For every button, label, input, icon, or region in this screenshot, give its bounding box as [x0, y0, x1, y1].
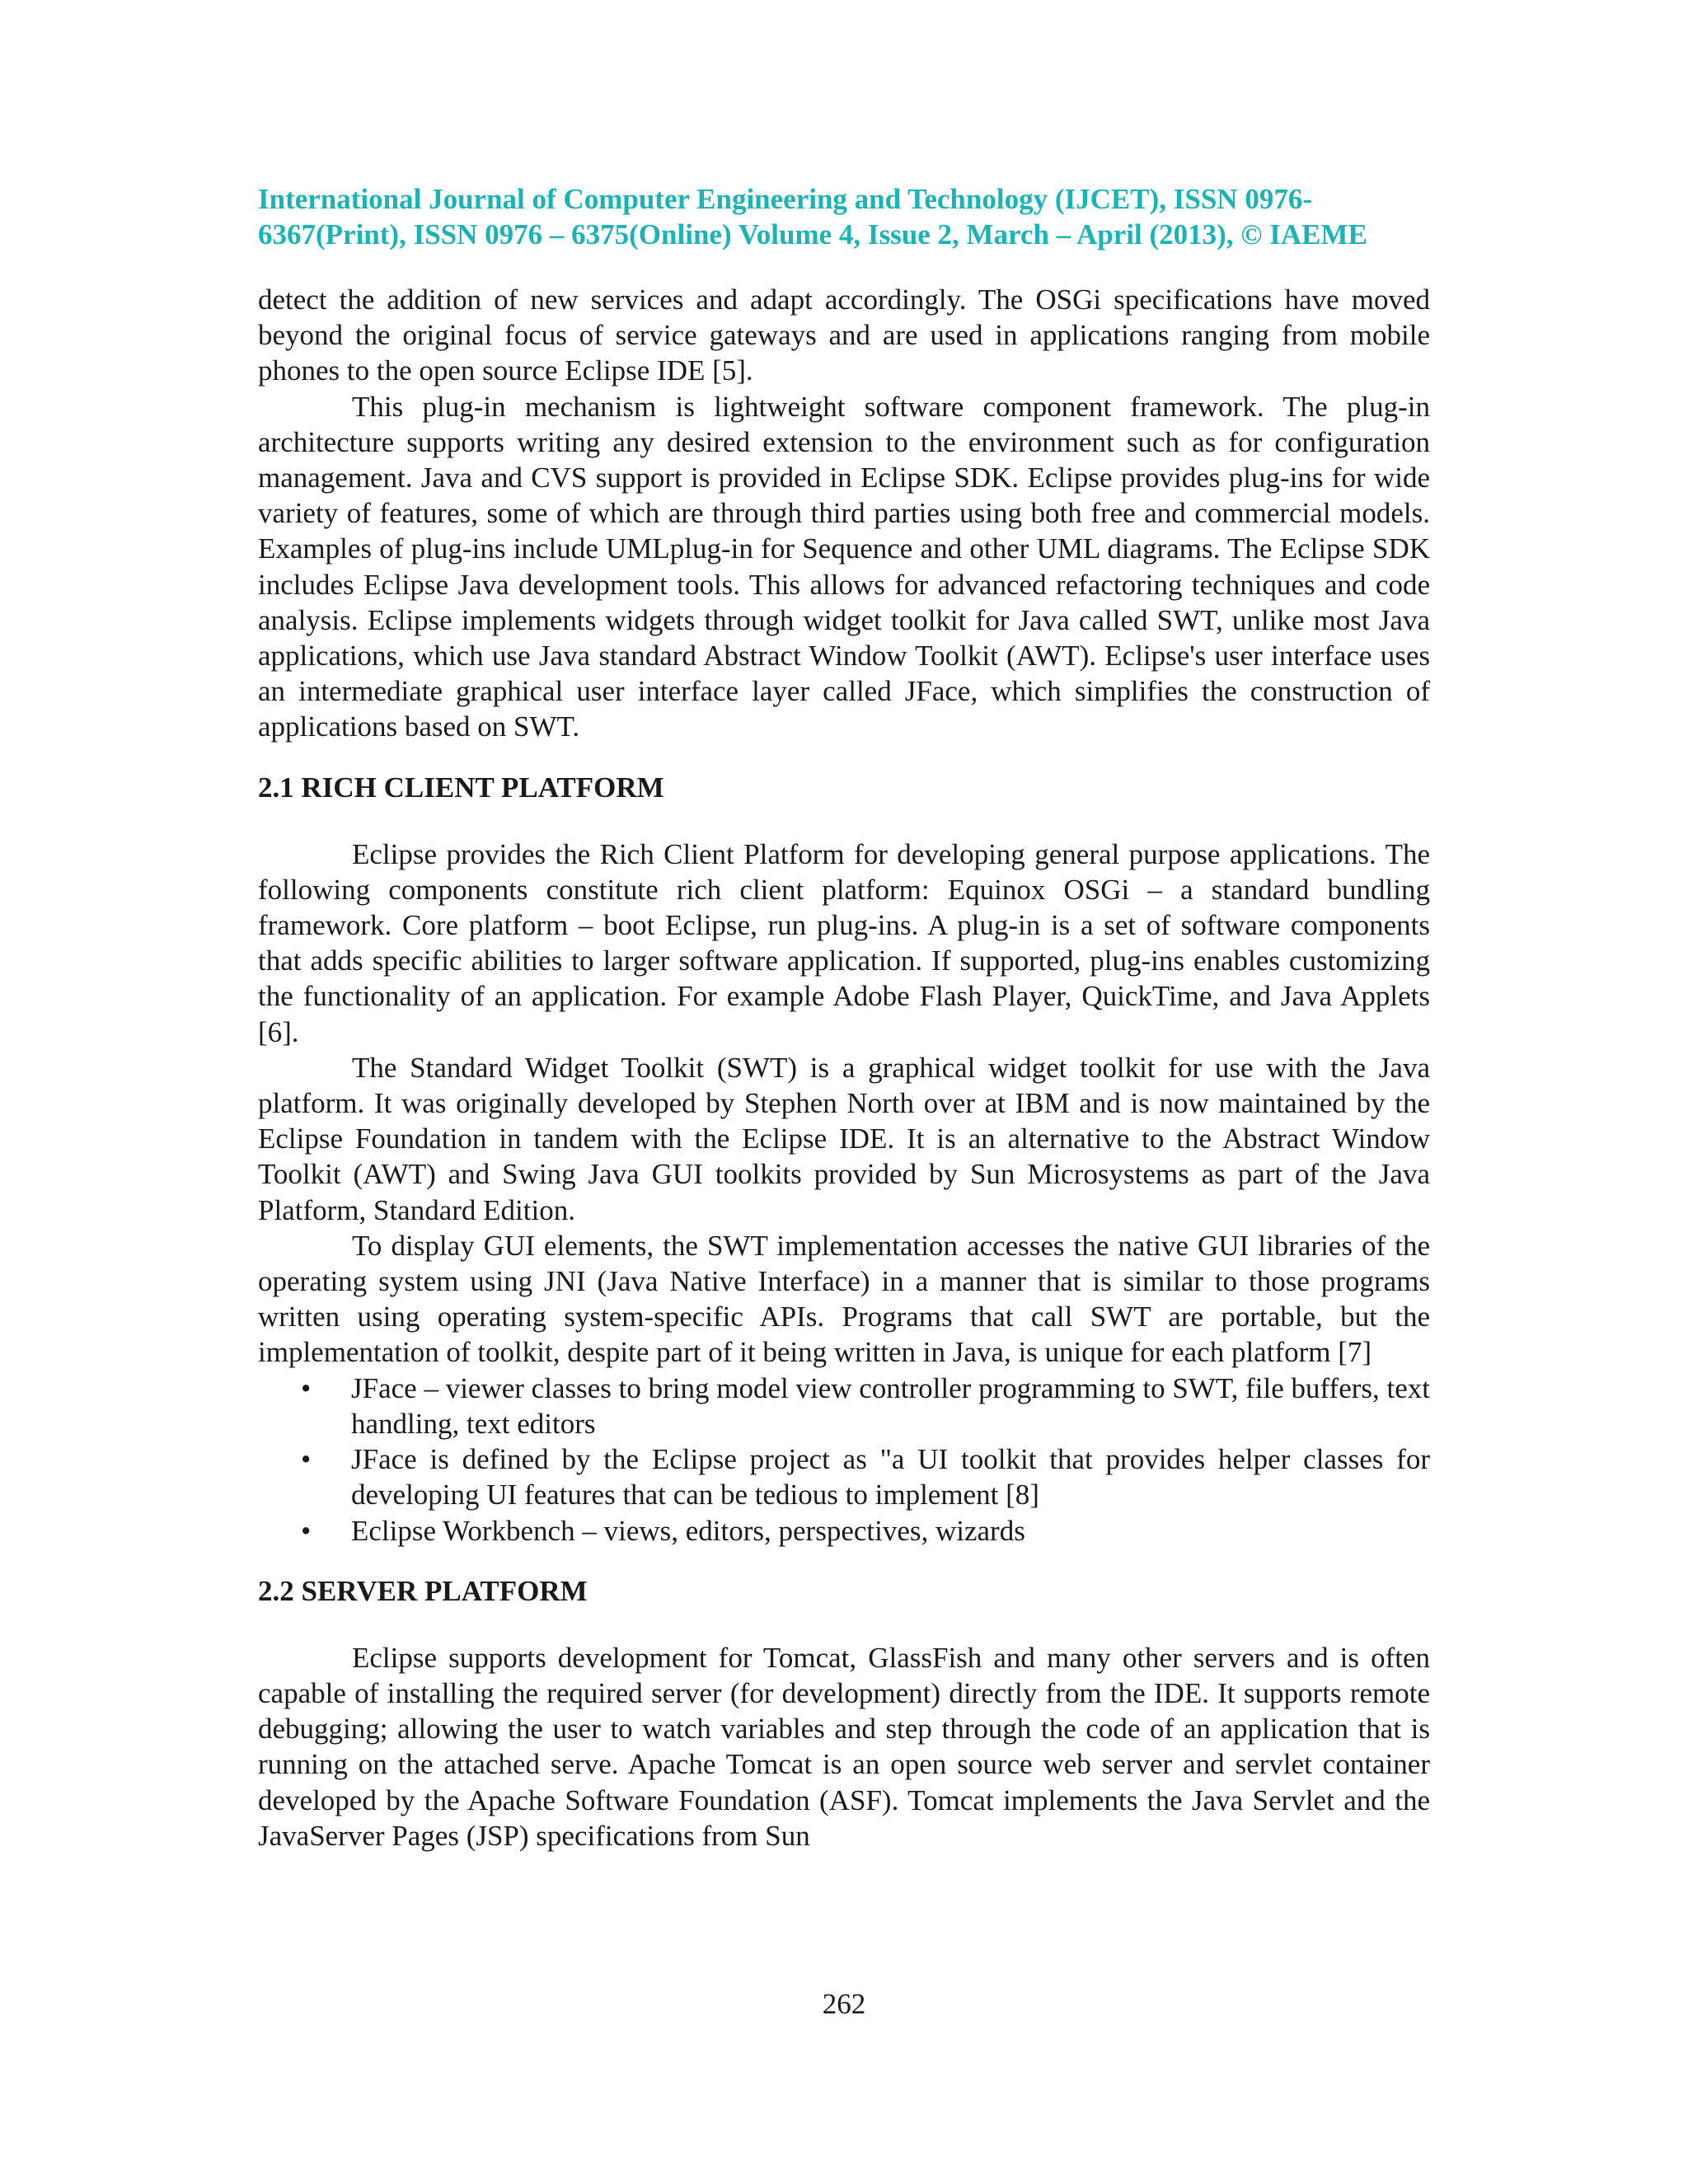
journal-header-line-1: International Journal of Computer Engineering and Technology (IJCET), ISSN 0976- — [258, 183, 1312, 215]
list-item-text: JFace – viewer classes to bring model view controller programming to SWT, file buffers, text handling, text editors — [351, 1371, 1430, 1440]
bullet-icon: • — [301, 1371, 312, 1404]
section-heading-2-1: 2.1 RICH CLIENT PLATFORM — [258, 771, 664, 804]
server-paragraph-1: Eclipse supports development for Tomcat, GlassFish and many other servers and is often capable of installing the required server (for development) directly from the IDE. It supports remote debugging; allowing the user to watch variables and step through the code of an application that is running on the attached serve. Apache Tomcat is an open source web server and servlet container developed by the Apache Software Foundation (ASF). Tomcat implements the Java Servlet and the JavaServer Pages (JSP) specifications from Sun — [258, 1641, 1430, 1852]
list-item — [258, 1441, 1430, 1512]
bullet-icon: • — [301, 1443, 312, 1476]
page-number: 262 — [822, 1988, 866, 2020]
rcp-paragraph-3: To display GUI elements, the SWT implementation accesses the native GUI libraries of the operating system using JNI (Java Native Interface) in a manner that is similar to those programs written using operating system-specific APIs. Programs that call SWT are portable, but the implementation of toolkit, despite part of it being written in Java, is unique for each platform [7] — [258, 1229, 1430, 1369]
list-item — [258, 1513, 1430, 1549]
list-item-text: JFace is defined by the Eclipse project as "a UI toolkit that provides helper classes for developing UI features that can be tedious to implement [8] — [351, 1443, 1430, 1511]
rcp-bullet-list — [258, 1371, 1430, 1549]
list-item-text: Eclipse Workbench – views, editors, perspectives, wizards — [351, 1514, 1025, 1547]
intro-paragraph-2: This plug-in mechanism is lightweight software component framework. The plug-in architecture supports writing any desired extension to the environment such as for configuration management. Java and CVS support is provided in Eclipse SDK. Eclipse provides plug-ins for wide variety of features, some of which are through third parties using both free and commercial models. Examples of plug-ins include UMLplug-in for Sequence and other UML diagrams. The Eclipse SDK includes Eclipse Java development tools. This allows for advanced refactoring techniques and code analysis. Eclipse implements widgets through widget toolkit for Java called SWT, unlike most Java applications, which use Java standard Abstract Window Toolkit (AWT). Eclipse's user interface uses an intermediate graphical user interface layer called JFace, which simplifies the construction of applications based on SWT. — [258, 390, 1430, 743]
intro-paragraph-1: detect the addition of new services and adapt accordingly. The OSGi specifications have moved beyond the original focus of service gateways and are used in applications ranging from mobile phones to the open source Eclipse IDE [5]. — [258, 284, 1430, 387]
list-item — [258, 1371, 1430, 1441]
section-heading-2-2: 2.2 SERVER PLATFORM — [258, 1574, 588, 1607]
bullet-icon: • — [301, 1514, 312, 1547]
journal-header-line-2: 6367(Print), ISSN 0976 – 6375(Online) Volume 4, Issue 2, March – April (2013), © IAEME — [258, 218, 1367, 251]
journal-header — [258, 181, 1430, 252]
article-body — [258, 282, 1430, 1854]
rcp-paragraph-1: Eclipse provides the Rich Client Platform for developing general purpose applications. The following components constitute rich client platform: Equinox OSGi – a standard bundling framework. Core platform – boot Eclipse, run plug-ins. A plug-in is a set of software components that adds specific abilities to larger software application. If supported, plug-ins enables customizing the functionality of an application. For example Adobe Flash Player, QuickTime, and Java Applets [6]. — [258, 837, 1430, 1048]
rcp-paragraph-2: The Standard Widget Toolkit (SWT) is a graphical widget toolkit for use with the Java platform. It was originally developed by Stephen North over at IBM and is now maintained by the Eclipse Foundation in tandem with the Eclipse IDE. It is an alternative to the Abstract Window Toolkit (AWT) and Swing Java GUI toolkits provided by Sun Microsystems as part of the Java Platform, Standard Edition. — [258, 1051, 1430, 1226]
